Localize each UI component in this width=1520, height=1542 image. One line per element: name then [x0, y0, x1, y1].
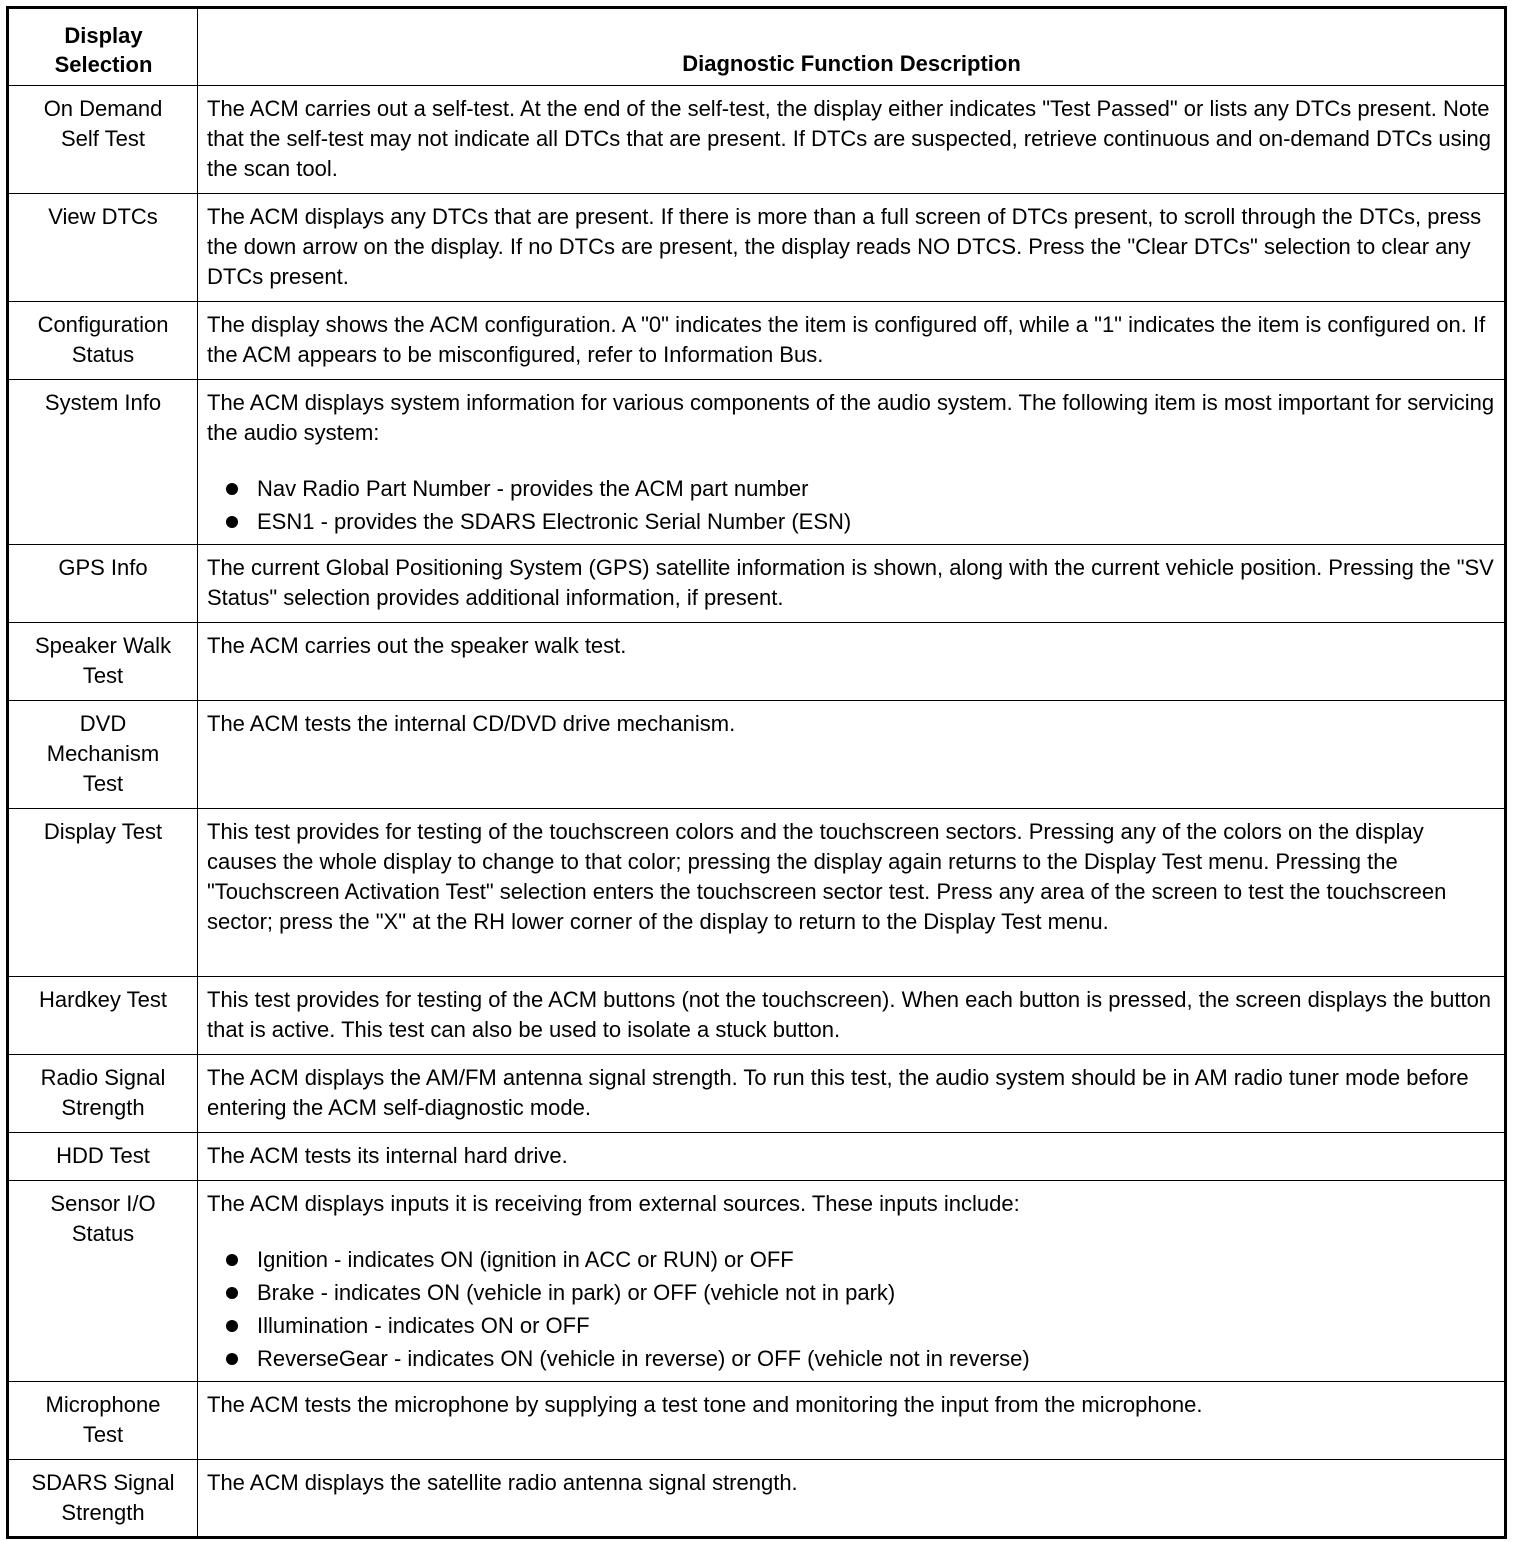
description-cell	[198, 86, 1506, 194]
display-selection-cell	[8, 809, 198, 977]
display-selection-cell	[8, 302, 198, 380]
display-selection-text: Speaker Walk Test	[34, 633, 172, 688]
display-selection-text: DVD Mechanism Test	[46, 711, 160, 796]
description-cell	[198, 1055, 1506, 1133]
display-selection-cell	[8, 977, 198, 1055]
bullet-item: Nav Radio Part Number - provides the ACM part number	[207, 472, 1496, 505]
description-cell	[198, 809, 1506, 977]
table-row	[8, 380, 1506, 545]
display-selection-cell	[8, 1382, 198, 1460]
table-row	[8, 623, 1506, 701]
table-row	[8, 977, 1506, 1055]
description-cell	[198, 1382, 1506, 1460]
display-selection-text: HDD Test	[56, 1143, 150, 1168]
display-selection-text: Configuration Status	[37, 312, 169, 367]
description-cell	[198, 1133, 1506, 1181]
description-text: This test provides for testing of the ACM buttons (not the touchscreen). When each button is pressed, the screen displays the button that is active. This test can also be used to isolate a stuck button.	[207, 987, 1492, 1042]
header-description: Diagnostic Function Description	[198, 8, 1506, 86]
header-row	[8, 8, 1506, 86]
description-text: The ACM displays the satellite radio antenna signal strength.	[207, 1470, 798, 1495]
table-body	[8, 86, 1506, 1538]
display-selection-cell	[8, 1055, 198, 1133]
display-selection-text: SDARS Signal Strength	[31, 1470, 175, 1525]
display-selection-cell	[8, 1133, 198, 1181]
description-cell	[198, 623, 1506, 701]
display-selection-text: View DTCs	[48, 204, 158, 229]
display-selection-cell	[8, 701, 198, 809]
display-selection-text: System Info	[44, 390, 162, 415]
table-row	[8, 701, 1506, 809]
display-selection-text: On Demand Self Test	[43, 96, 163, 151]
description-cell	[198, 701, 1506, 809]
display-selection-cell	[8, 380, 198, 545]
description-text: The ACM carries out the speaker walk test.	[207, 633, 627, 658]
description-text: The ACM displays system information for various components of the audio system. The following item is most important for servicing the audio system:	[207, 390, 1495, 445]
table-row	[8, 1382, 1506, 1460]
display-selection-cell	[8, 1460, 198, 1538]
description-cell	[198, 1460, 1506, 1538]
table-row	[8, 1133, 1506, 1181]
table-row	[8, 809, 1506, 977]
bullet-item: ReverseGear - indicates ON (vehicle in reverse) or OFF (vehicle not in reverse)	[207, 1342, 1496, 1375]
display-selection-cell	[8, 194, 198, 302]
display-selection-text: Sensor I/O Status	[50, 1191, 156, 1246]
display-selection-text: Display Test	[43, 819, 163, 844]
description-text: This test provides for testing of the touchscreen colors and the touchscreen sectors. Pressing any of the colors on the display causes the whole display to change to that color; pressing the display again returns to the Display Test menu. Pressing the "Touchscreen Activation Test" selection enters the touchscreen sector test. Press any area of the screen to test the touchscreen sector; press the "X" at the RH lower corner of the display to return to the Display Test menu.	[207, 819, 1447, 934]
description-text: The ACM tests the internal CD/DVD drive mechanism.	[207, 711, 736, 736]
display-selection-cell	[8, 545, 198, 623]
header-display-selection	[8, 8, 198, 86]
description-cell	[198, 545, 1506, 623]
display-selection-text: Microphone Test	[45, 1392, 161, 1447]
table-row	[8, 194, 1506, 302]
description-cell	[198, 977, 1506, 1055]
bullet-item: Ignition - indicates ON (ignition in ACC or RUN) or OFF	[207, 1243, 1496, 1276]
description-text: The current Global Positioning System (GPS) satellite information is shown, along with the current vehicle position. Pressing the "SV Status" selection provides additional information, if present.	[207, 555, 1494, 610]
description-text: The ACM carries out a self-test. At the end of the self-test, the display either indicates "Test Passed" or lists any DTCs present. Note that the self-test may not indicate all DTCs that are present. If DTCs are suspected, retrieve continuous and on-demand DTCs using the scan tool.	[207, 96, 1491, 181]
table-row	[8, 1055, 1506, 1133]
description-cell	[198, 380, 1506, 545]
description-text: The ACM displays inputs it is receiving from external sources. These inputs include:	[207, 1191, 1020, 1216]
header-display-selection-text: Display Selection	[54, 23, 153, 77]
display-selection-text: Hardkey Test	[39, 987, 167, 1012]
description-text: The display shows the ACM configuration. A "0" indicates the item is configured off, while a "1" indicates the item is configured on. If the ACM appears to be misconfigured, refer to Information Bus.	[207, 312, 1486, 367]
table-row	[8, 545, 1506, 623]
table-row	[8, 86, 1506, 194]
display-selection-text: GPS Info	[58, 555, 148, 580]
bullet-item: ESN1 - provides the SDARS Electronic Serial Number (ESN)	[207, 505, 1496, 538]
description-text: The ACM tests its internal hard drive.	[207, 1143, 568, 1168]
table-row	[8, 1181, 1506, 1382]
display-selection-cell	[8, 1181, 198, 1382]
bullet-item: Illumination - indicates ON or OFF	[207, 1309, 1496, 1342]
description-text: The ACM tests the microphone by supplying a test tone and monitoring the input from the microphone.	[207, 1392, 1203, 1417]
display-selection-cell	[8, 623, 198, 701]
table-row	[8, 1460, 1506, 1538]
description-cell	[198, 194, 1506, 302]
description-cell	[198, 1181, 1506, 1382]
description-cell	[198, 302, 1506, 380]
bullet-list	[207, 1243, 1496, 1375]
description-text: The ACM displays any DTCs that are present. If there is more than a full screen of DTCs present, to scroll through the DTCs, press the down arrow on the display. If no DTCs are present, the display reads NO DTCS. Press the "Clear DTCs" selection to clear any DTCs present.	[207, 204, 1482, 289]
bullet-item: Brake - indicates ON (vehicle in park) or OFF (vehicle not in park)	[207, 1276, 1496, 1309]
table-row	[8, 302, 1506, 380]
diagnostic-functions-table	[6, 6, 1507, 1539]
display-selection-cell	[8, 86, 198, 194]
display-selection-text: Radio Signal Strength	[40, 1065, 166, 1120]
description-text: The ACM displays the AM/FM antenna signal strength. To run this test, the audio system should be in AM radio tuner mode before entering the ACM self-diagnostic mode.	[207, 1065, 1469, 1120]
bullet-list	[207, 472, 1496, 538]
